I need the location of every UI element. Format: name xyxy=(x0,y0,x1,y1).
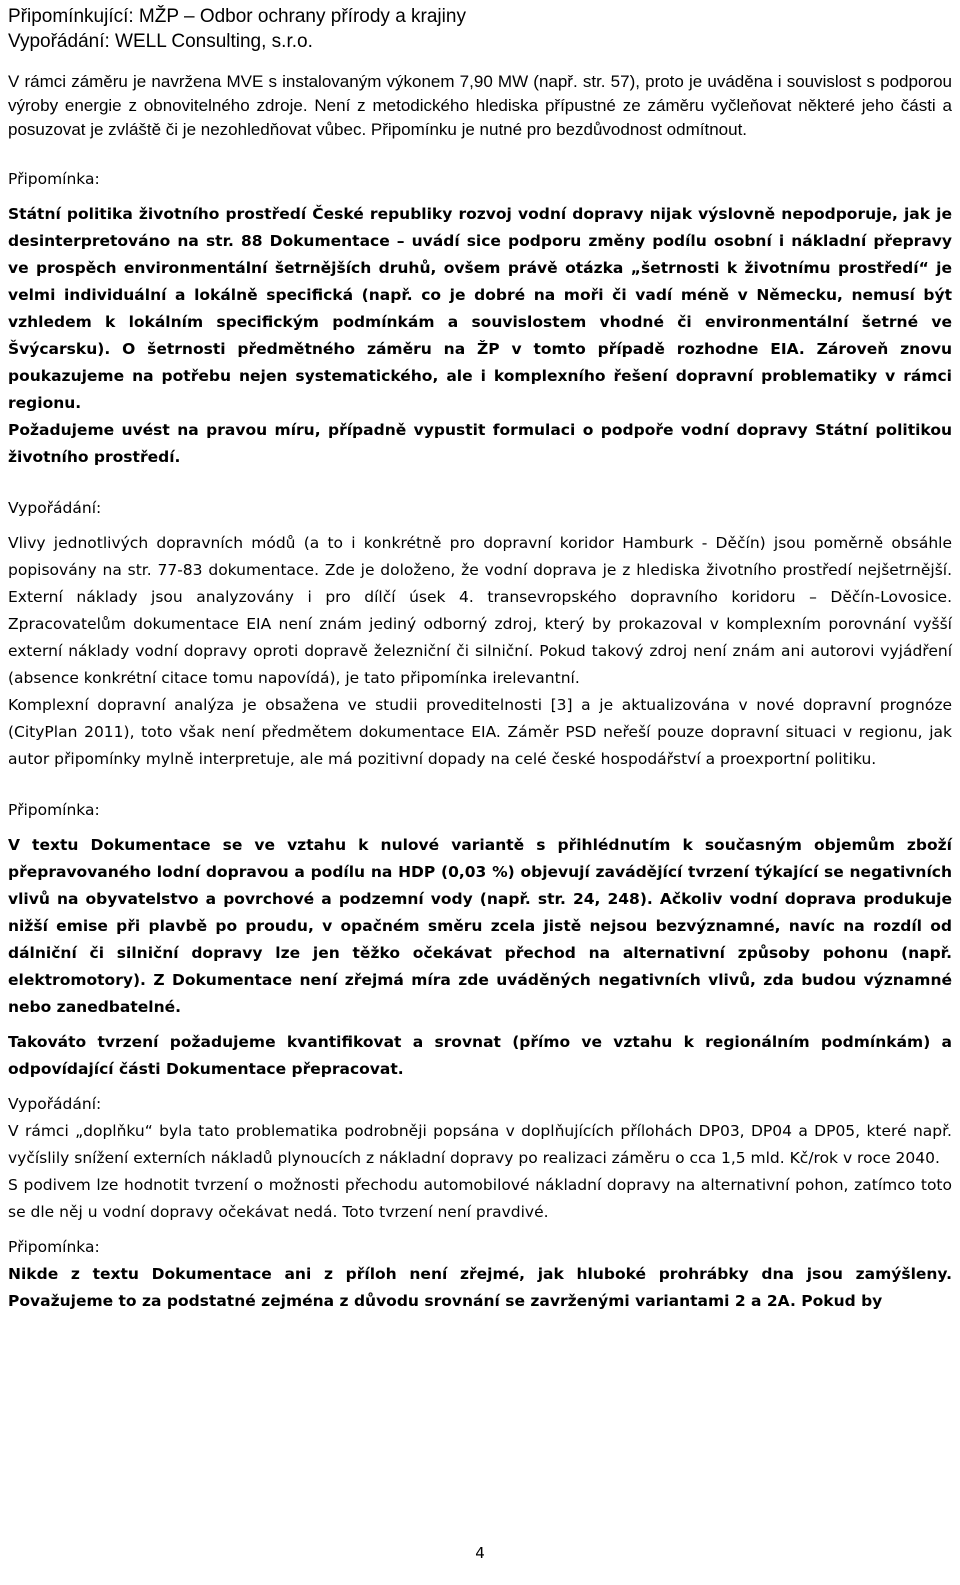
page-number: 4 xyxy=(475,1544,485,1562)
resolution-section-2 xyxy=(8,1091,952,1226)
section-label: Připomínka: xyxy=(8,801,100,819)
section-paragraph: Požadujeme uvést na pravou míru, případně vypustit formulaci o podpoře vodní dopravy Státní politikou životního prostředí. xyxy=(8,421,952,466)
section-paragraph: Státní politika životního prostředí České republiky rozvoj vodní dopravy nijak výslovně nepodporuje, jak je desinterpretováno na str. 88 Dokumentace – uvádí sice podporu změny podílu osobní i nákladní přepravy ve prospěch environmentální šetrnějších druhů, ovšem právě otázka „šetrnosti k životnímu prostředí“ je velmi individuální a lokálně specifická (např. co je dobré na moři či vadí méně v Německu, nemusí být vzhledem k lokálním specifickým podmínkám a souvislostem vhodné či environmentální šetrné ve Švýcarsku). O šetrnosti předmětného záměru na ŽP v tomto případě rozhodne EIA. Zároveň znovu poukazujeme na potřebu nejen systematického, ale i komplexního řešení dopravní problematiky v rámci regionu. xyxy=(8,205,952,412)
document-page xyxy=(8,0,952,1315)
intro-paragraph: V rámci záměru je navržena MVE s instalovaným výkonem 7,90 MW (např. str. 57), proto je uváděna i souvislost s podporou výroby energie z obnovitelného zdroje. Není z metodického hlediska přípustné ze záměru vyčleňovat některé jeho části a posuzovat je zvláště či je nezohledňovat vůbec. Připomínku je nutné pro bezdůvodnost odmítnout. xyxy=(8,72,952,139)
section-paragraph: Takováto tvrzení požadujeme kvantifikovat a srovnat (přímo ve vztahu k regionálním podmínkám) a odpovídající části Dokumentace přepracovat. xyxy=(8,1033,952,1078)
section-paragraph: V textu Dokumentace se ve vztahu k nulové variantě s přihlédnutím k současným objemům zboží přepravovaného lodní dopravou a podílu na HDP (0,03 %) objevují zavádějící tvrzení týkající se negativních vlivů na obyvatelstvo a povrchové a podzemní vody (např. str. 24, 248). Ačkoliv vodní doprava produkuje nižší emise při plavbě po proudu, v opačném směru zcela jistě nejsou bezvýznamné, navíc na rozdíl od dálniční či silniční dopravy lze jen těžko očekávat přechod na alternativní způsoby pohonu (např. elektromotory). Z Dokumentace není zřejmá míra zde uváděných negativních vlivů, zda budou významné nebo zanedbatelné. xyxy=(8,836,952,1016)
section-paragraph: S podivem lze hodnotit tvrzení o možnosti přechodu automobilové nákladní dopravy na alternativní pohon, zatímco toto se dle něj u vodní dopravy očekávat nedá. Toto tvrzení není pravdivé. xyxy=(8,1176,952,1221)
section-paragraph: Nikde z textu Dokumentace ani z příloh není zřejmé, jak hluboké prohrábky dna jsou zamýšleny. Považujeme to za podstatné zejména z důvodu srovnání se zavrženými variantami 2 a 2A. Pokud by xyxy=(8,1265,952,1310)
comment-section-1 xyxy=(8,166,952,471)
commenter-line: Připomínkující: MŽP – Odbor ochrany přírody a krajiny xyxy=(8,6,466,27)
resolution-section-1 xyxy=(8,495,952,773)
section-label: Připomínka: xyxy=(8,1238,100,1256)
section-label: Připomínka: xyxy=(8,170,100,188)
section-label: Vypořádání: xyxy=(8,499,102,517)
section-label: Vypořádání: xyxy=(8,1095,102,1113)
document-header xyxy=(8,4,952,54)
section-paragraph: Vlivy jednotlivých dopravních módů (a to i konkrétně pro dopravní koridor Hamburk - Děčín) jsou poměrně obsáhle popisovány na str. 77-83 dokumentace. Zde je doloženo, že vodní doprava je z hlediska životního prostředí nejšetrnější. Externí náklady jsou analyzovány i pro dílčí úsek 4. transevropského dopravního koridoru – Děčín-Lovosice. Zpracovatelům dokumentace EIA není znám jediný odborný zdroj, který by prokazoval v komplexním porovnání vyšší externí náklady vodní dopravy oproti dopravě železniční či silniční. Pokud takový zdroj není znám ani autorovi vyjádření (absence konkrétní citace tomu napovídá), je tato připomínka irelevantní. xyxy=(8,534,952,687)
section-paragraph: V rámci „doplňku“ byla tato problematika podrobněji popsána v doplňujících přílohách DP03, DP04 a DP05, které např. vyčíslily snížení externích nákladů plynoucích z nákladní dopravy po realizaci záměru o cca 1,5 mld. Kč/rok v roce 2040. xyxy=(8,1122,952,1167)
section-paragraph: Komplexní dopravní analýza je obsažena ve studii proveditelnosti [3] a je aktualizována v nové dopravní prognóze (CityPlan 2011), toto však není předmětem dokumentace EIA. Záměr PSD neřeší pouze dopravní situaci v regionu, jak autor připomínky mylně interpretuje, ale má pozitivní dopady na celé české hospodářství a proexportní politiku. xyxy=(8,696,952,768)
comment-section-3 xyxy=(8,1234,952,1315)
comment-section-2 xyxy=(8,797,952,1083)
resolver-line: Vypořádání: WELL Consulting, s.r.o. xyxy=(8,31,313,52)
